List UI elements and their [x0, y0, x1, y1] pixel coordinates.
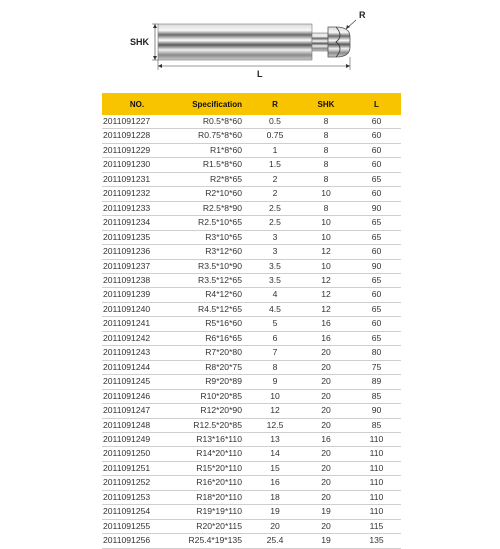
- cell-l: 65: [352, 331, 401, 345]
- cell-specification: R18*20*110: [172, 490, 250, 504]
- cell-no: 2011091244: [102, 360, 172, 374]
- cell-r: 3.5: [250, 273, 300, 287]
- cell-no: 2011091247: [102, 404, 172, 418]
- header-no: NO.: [102, 93, 172, 115]
- table-row: [102, 534, 401, 548]
- cell-specification: R14*20*110: [172, 447, 250, 461]
- table-row: [102, 115, 401, 129]
- cell-no: 2011091246: [102, 389, 172, 403]
- cell-shk: 10: [300, 230, 352, 244]
- cell-l: 110: [352, 490, 401, 504]
- cell-l: 110: [352, 461, 401, 475]
- cell-no: 2011091253: [102, 490, 172, 504]
- cell-r: 13: [250, 432, 300, 446]
- cell-specification: R3.5*10*90: [172, 259, 250, 273]
- table-row: [102, 216, 401, 230]
- cell-shk: 20: [300, 490, 352, 504]
- cell-no: 2011091251: [102, 461, 172, 475]
- cell-no: 2011091255: [102, 519, 172, 533]
- cell-specification: R4*12*60: [172, 288, 250, 302]
- cell-specification: R9*20*89: [172, 375, 250, 389]
- table-row: [102, 519, 401, 533]
- table-row: [102, 490, 401, 504]
- cell-l: 60: [352, 245, 401, 259]
- cell-no: 2011091232: [102, 187, 172, 201]
- cell-specification: R5*16*60: [172, 317, 250, 331]
- cell-no: 2011091233: [102, 201, 172, 215]
- cell-l: 85: [352, 389, 401, 403]
- tool-drawing: [0, 0, 500, 92]
- r-label: R: [359, 10, 366, 20]
- cell-l: 80: [352, 346, 401, 360]
- cell-l: 90: [352, 404, 401, 418]
- cell-no: 2011091230: [102, 158, 172, 172]
- cell-r: 5: [250, 317, 300, 331]
- cell-shk: 8: [300, 172, 352, 186]
- cell-shk: 8: [300, 201, 352, 215]
- cell-r: 12: [250, 404, 300, 418]
- cell-no: 2011091250: [102, 447, 172, 461]
- cell-shk: 16: [300, 317, 352, 331]
- cell-no: 2011091248: [102, 418, 172, 432]
- cell-shk: 10: [300, 187, 352, 201]
- cell-l: 60: [352, 158, 401, 172]
- cell-r: 18: [250, 490, 300, 504]
- cell-no: 2011091256: [102, 534, 172, 548]
- cell-specification: R2.5*10*65: [172, 216, 250, 230]
- cell-specification: R10*20*85: [172, 389, 250, 403]
- cell-no: 2011091245: [102, 375, 172, 389]
- header-r: R: [250, 93, 300, 115]
- cell-no: 2011091254: [102, 505, 172, 519]
- table-row: [102, 375, 401, 389]
- cell-specification: R6*16*65: [172, 331, 250, 345]
- spec-table-container: [102, 93, 401, 549]
- cell-l: 65: [352, 216, 401, 230]
- cell-l: 60: [352, 317, 401, 331]
- table-row: [102, 201, 401, 215]
- cell-no: 2011091234: [102, 216, 172, 230]
- cell-shk: 16: [300, 331, 352, 345]
- cell-r: 2: [250, 172, 300, 186]
- cell-r: 3: [250, 245, 300, 259]
- cell-shk: 20: [300, 389, 352, 403]
- cell-l: 110: [352, 447, 401, 461]
- cell-shk: 20: [300, 360, 352, 374]
- cell-shk: 8: [300, 115, 352, 129]
- table-row: [102, 418, 401, 432]
- cell-specification: R13*16*110: [172, 432, 250, 446]
- cell-specification: R2*10*60: [172, 187, 250, 201]
- cell-specification: R19*19*110: [172, 505, 250, 519]
- cell-shk: 12: [300, 273, 352, 287]
- cell-r: 8: [250, 360, 300, 374]
- table-row: [102, 288, 401, 302]
- tool-shank: [158, 24, 312, 60]
- cell-no: 2011091252: [102, 476, 172, 490]
- header-shk: SHK: [300, 93, 352, 115]
- cell-l: 90: [352, 259, 401, 273]
- cell-shk: 12: [300, 245, 352, 259]
- cell-no: 2011091227: [102, 115, 172, 129]
- cell-no: 2011091243: [102, 346, 172, 360]
- cell-l: 60: [352, 288, 401, 302]
- cell-specification: R4.5*12*65: [172, 302, 250, 316]
- table-row: [102, 172, 401, 186]
- table-row: [102, 143, 401, 157]
- cell-r: 14: [250, 447, 300, 461]
- cell-specification: R8*20*75: [172, 360, 250, 374]
- cell-shk: 20: [300, 404, 352, 418]
- cell-r: 25.4: [250, 534, 300, 548]
- cell-l: 60: [352, 143, 401, 157]
- table-row: [102, 346, 401, 360]
- cell-shk: 8: [300, 129, 352, 143]
- table-row: [102, 230, 401, 244]
- cell-r: 10: [250, 389, 300, 403]
- table-header-row: [102, 93, 401, 115]
- tool-neck: [312, 33, 328, 51]
- cell-l: 60: [352, 115, 401, 129]
- cell-specification: R12*20*90: [172, 404, 250, 418]
- cell-no: 2011091249: [102, 432, 172, 446]
- table-row: [102, 331, 401, 345]
- cell-shk: 20: [300, 375, 352, 389]
- table-row: [102, 505, 401, 519]
- cell-shk: 12: [300, 288, 352, 302]
- cell-r: 0.5: [250, 115, 300, 129]
- cell-shk: 10: [300, 216, 352, 230]
- cell-no: 2011091241: [102, 317, 172, 331]
- cell-specification: R2*8*65: [172, 172, 250, 186]
- cell-r: 1.5: [250, 158, 300, 172]
- cell-no: 2011091237: [102, 259, 172, 273]
- cell-r: 2: [250, 187, 300, 201]
- cell-r: 19: [250, 505, 300, 519]
- cell-l: 65: [352, 172, 401, 186]
- table-row: [102, 360, 401, 374]
- table-row: [102, 404, 401, 418]
- cell-l: 110: [352, 505, 401, 519]
- cell-no: 2011091238: [102, 273, 172, 287]
- cell-r: 4: [250, 288, 300, 302]
- cell-r: 16: [250, 476, 300, 490]
- cell-shk: 20: [300, 447, 352, 461]
- cell-shk: 20: [300, 461, 352, 475]
- cell-specification: R7*20*80: [172, 346, 250, 360]
- cell-no: 2011091229: [102, 143, 172, 157]
- table-row: [102, 273, 401, 287]
- cell-shk: 8: [300, 143, 352, 157]
- cell-r: 2.5: [250, 201, 300, 215]
- cell-r: 7: [250, 346, 300, 360]
- cell-no: 2011091236: [102, 245, 172, 259]
- cell-l: 75: [352, 360, 401, 374]
- cell-r: 2.5: [250, 216, 300, 230]
- cell-r: 1: [250, 143, 300, 157]
- cell-r: 0.75: [250, 129, 300, 143]
- cell-no: 2011091235: [102, 230, 172, 244]
- cell-shk: 20: [300, 476, 352, 490]
- table-row: [102, 432, 401, 446]
- table-row: [102, 158, 401, 172]
- end-mill-diagram: [0, 0, 500, 92]
- cell-shk: 20: [300, 519, 352, 533]
- cell-shk: 20: [300, 346, 352, 360]
- cell-r: 3: [250, 230, 300, 244]
- cell-specification: R0.75*8*60: [172, 129, 250, 143]
- table-body: [102, 115, 401, 548]
- cell-l: 90: [352, 201, 401, 215]
- cell-l: 110: [352, 476, 401, 490]
- cell-l: 135: [352, 534, 401, 548]
- table-row: [102, 461, 401, 475]
- cell-no: 2011091239: [102, 288, 172, 302]
- cell-shk: 10: [300, 259, 352, 273]
- table-row: [102, 447, 401, 461]
- table-row: [102, 302, 401, 316]
- cell-specification: R2.5*8*90: [172, 201, 250, 215]
- cell-shk: 8: [300, 158, 352, 172]
- header-specification: Specification: [172, 93, 250, 115]
- cell-specification: R3*10*65: [172, 230, 250, 244]
- cell-l: 110: [352, 432, 401, 446]
- cell-specification: R3.5*12*65: [172, 273, 250, 287]
- l-label: L: [257, 69, 263, 79]
- cell-specification: R0.5*8*60: [172, 115, 250, 129]
- cell-l: 60: [352, 129, 401, 143]
- cell-r: 9: [250, 375, 300, 389]
- table-row: [102, 187, 401, 201]
- cell-r: 3.5: [250, 259, 300, 273]
- cell-no: 2011091240: [102, 302, 172, 316]
- cell-l: 65: [352, 302, 401, 316]
- cell-r: 15: [250, 461, 300, 475]
- cell-l: 65: [352, 273, 401, 287]
- cell-no: 2011091242: [102, 331, 172, 345]
- cell-specification: R12.5*20*85: [172, 418, 250, 432]
- cell-r: 4.5: [250, 302, 300, 316]
- cell-no: 2011091231: [102, 172, 172, 186]
- table-row: [102, 129, 401, 143]
- cell-specification: R25.4*19*135: [172, 534, 250, 548]
- table-row: [102, 389, 401, 403]
- table-row: [102, 259, 401, 273]
- cell-specification: R16*20*110: [172, 476, 250, 490]
- cell-specification: R1.5*8*60: [172, 158, 250, 172]
- cell-shk: 19: [300, 534, 352, 548]
- table-row: [102, 476, 401, 490]
- cell-specification: R15*20*110: [172, 461, 250, 475]
- cell-r: 12.5: [250, 418, 300, 432]
- cell-l: 60: [352, 187, 401, 201]
- cell-specification: R1*8*60: [172, 143, 250, 157]
- cell-l: 89: [352, 375, 401, 389]
- table-row: [102, 245, 401, 259]
- spec-table: [102, 93, 401, 549]
- cell-shk: 12: [300, 302, 352, 316]
- cell-l: 115: [352, 519, 401, 533]
- header-l: L: [352, 93, 401, 115]
- cell-r: 6: [250, 331, 300, 345]
- cell-shk: 19: [300, 505, 352, 519]
- cell-l: 65: [352, 230, 401, 244]
- cell-shk: 16: [300, 432, 352, 446]
- cell-r: 20: [250, 519, 300, 533]
- cell-specification: R3*12*60: [172, 245, 250, 259]
- table-row: [102, 317, 401, 331]
- cell-l: 85: [352, 418, 401, 432]
- cell-specification: R20*20*115: [172, 519, 250, 533]
- shk-label: SHK: [130, 37, 150, 47]
- cell-shk: 20: [300, 418, 352, 432]
- cell-no: 2011091228: [102, 129, 172, 143]
